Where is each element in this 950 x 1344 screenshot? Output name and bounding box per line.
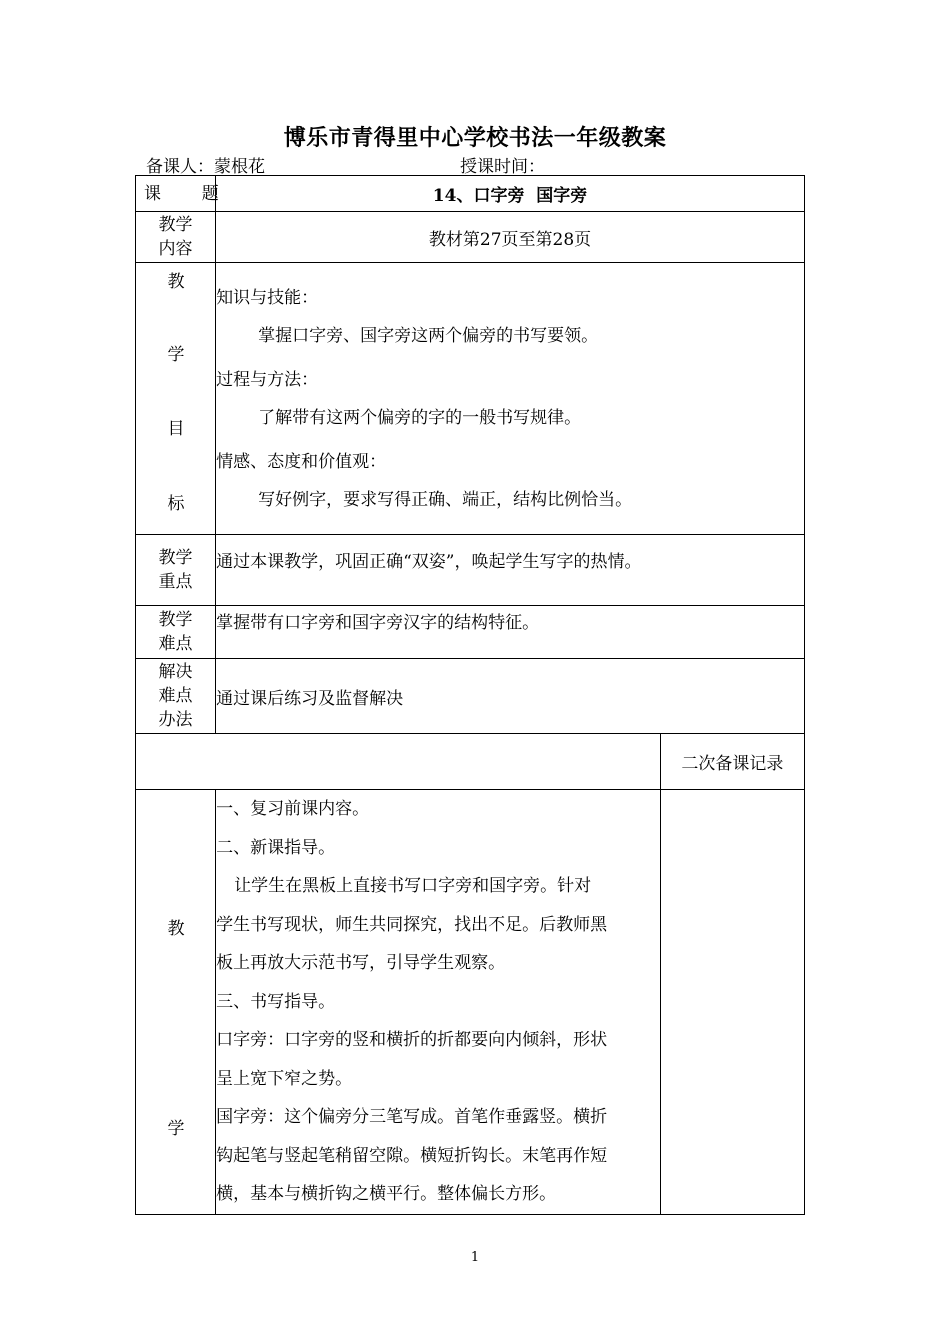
- process-line: 国字旁：这个偏旁分三笔写成。首笔作垂露竖。横折: [216, 1107, 608, 1127]
- difficulty-label-line: 难点: [158, 634, 193, 654]
- goal-text: 写好例字，要求写得正确、端正，结构比例恰当。: [258, 489, 633, 510]
- solution-label-line: 解决: [158, 662, 193, 682]
- difficulty-row: [136, 606, 805, 659]
- process-line: 学生书写现状，师生共同探究，找出不足。后教师黑: [216, 914, 608, 935]
- difficulty-label-line: 教学: [158, 610, 193, 630]
- goal-heading: 情感、态度和价值观：: [216, 451, 387, 472]
- page-number: 1: [470, 1250, 480, 1265]
- content-label-line: 教学: [158, 215, 193, 235]
- second-prep-record-header: 二次备课记录: [660, 734, 804, 790]
- process-line: 横，基本与横折钩之横平行。整体偏长方形。: [216, 1184, 557, 1204]
- topic-value: 14、口字旁 国字旁: [216, 176, 805, 212]
- goals-body: [216, 263, 805, 535]
- difficulty-value: 掌握带有口字旁和国字旁汉字的结构特征。: [216, 606, 805, 659]
- goals-label-char: 教: [167, 272, 185, 292]
- solution-label-line: 办法: [158, 710, 193, 730]
- key-point-label-line: 教学: [158, 548, 193, 568]
- process-line: 二、新课指导。: [216, 837, 336, 858]
- solution-label-cell: [136, 659, 216, 734]
- record-header-blank: [136, 734, 661, 790]
- goal-heading: 过程与方法：: [216, 369, 319, 390]
- difficulty-label-cell: [136, 606, 216, 659]
- page-title: 博乐市青得里中心学校书法一年级教案: [283, 126, 667, 151]
- process-line: 口字旁：口字旁的竖和横折的折都要向内倾斜，形状: [216, 1030, 608, 1050]
- goals-label-char: 标: [167, 494, 185, 514]
- process-body: [216, 790, 661, 1215]
- key-point-value: 通过本课教学，巩固正确“双姿”，唤起学生写字的热情。: [216, 535, 805, 606]
- goal-heading: 知识与技能：: [216, 287, 319, 308]
- content-label-cell: [136, 212, 216, 263]
- preparer-label: 备课人：蒙根花: [146, 157, 265, 177]
- topic-label: 课 题: [144, 183, 229, 204]
- process-row: [136, 790, 805, 1215]
- process-label-char: 教: [167, 919, 185, 939]
- process-line: 呈上宽下窄之势。: [216, 1068, 353, 1089]
- key-point-label-line: 重点: [158, 572, 193, 592]
- process-label-char: 学: [167, 1119, 185, 1139]
- record-header-row: [136, 734, 805, 790]
- content-row: [136, 212, 805, 263]
- goals-row: [136, 263, 805, 535]
- key-point-label-cell: [136, 535, 216, 606]
- solution-value: 通过课后练习及监督解决: [216, 659, 805, 734]
- topic-row: [136, 176, 805, 212]
- process-line: 板上再放大示范书写，引导学生观察。: [216, 953, 506, 973]
- solution-row: [136, 659, 805, 734]
- process-line: 让学生在黑板上直接书写口字旁和国字旁。针对: [234, 876, 592, 896]
- solution-label-line: 难点: [158, 686, 193, 706]
- content-value: 教材第27页至第28页: [216, 212, 805, 263]
- process-line: 一、复习前课内容。: [216, 799, 370, 819]
- goals-label-cell: [136, 263, 216, 535]
- second-prep-record-cell: [660, 790, 804, 1215]
- content-label-line: 内容: [158, 239, 193, 259]
- lesson-time-label: 授课时间：: [460, 157, 545, 177]
- key-point-row: [136, 535, 805, 606]
- process-label-cell: [136, 790, 216, 1215]
- lesson-plan-table: [135, 175, 805, 1215]
- topic-label-cell: [136, 176, 229, 212]
- process-line: 钩起笔与竖起笔稍留空隙。横短折钩长。末笔再作短: [216, 1145, 608, 1166]
- goal-text: 了解带有这两个偏旁的字的一般书写规律。: [258, 407, 582, 428]
- goals-label-char: 学: [167, 345, 185, 365]
- process-line: 三、书写指导。: [216, 991, 336, 1012]
- goals-label-char: 目: [167, 419, 185, 439]
- goal-text: 掌握口字旁、国字旁这两个偏旁的书写要领。: [258, 325, 599, 346]
